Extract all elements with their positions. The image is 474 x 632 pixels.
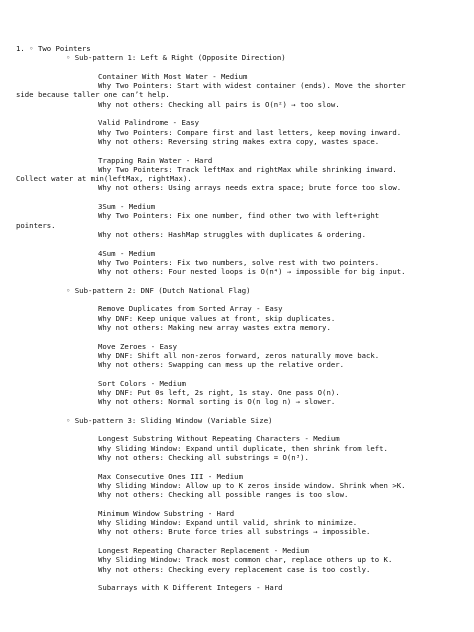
spacer [16,500,458,509]
problem-entry [16,72,458,109]
problem-entry [16,202,458,239]
explanation-line: Why Two Pointers: Compare first and last letters, keep moving inward. [98,127,402,137]
explanation-line: Why DNF: Shift all non-zeros forward, zeros naturally move back. [98,350,380,360]
explanation-line: Why not others: Checking every replacement case is too costly. [98,564,371,574]
explanation-line: Why DNF: Put 0s left, 2s right, 1s stay. One pass O(n). [98,387,340,397]
subpattern-title: ◦ Sub-pattern 1: Left & Right (Opposite Direction) [66,53,286,63]
explanation-line: Why not others: HashMap struggles with duplicates & ordering. [98,229,366,239]
explanation-line: Why not others: Brute force tries all substrings → impossible. [98,527,371,537]
subpattern-block [16,53,458,276]
problem-title: Minimum Window Substring - Hard [98,508,235,518]
problem-title: Longest Repeating Character Replacement - Medium [98,546,309,556]
problem-title: Trapping Rain Water - Hard [98,155,213,165]
spacer [16,425,458,434]
problem-title: Remove Duplicates from Sorted Array - Easy [98,304,283,314]
problem-entry [16,249,458,277]
explanation-line: Why Two Pointers: Fix two numbers, solve rest with two pointers. [98,257,380,267]
problem-title: Subarrays with K Different Integers - Hard [98,583,283,593]
spacer [16,193,458,202]
problem-title: Valid Palindrome - Easy [98,118,200,128]
wrapped-line: Collect water at min(leftMax, rightMax). [16,174,192,184]
explanation-line: Why Sliding Window: Allow up to K zeros inside window. Shrink when >K. [98,480,406,490]
document-body [16,44,458,593]
explanation-line: Why Sliding Window: Expand until valid, shrink to minimize. [98,518,358,528]
problem-entry [16,379,458,407]
explanation-line: Why Two Pointers: Start with widest container (ends). Move the shorter [98,81,406,91]
subpattern-block [16,416,458,593]
explanation-line: Why Two Pointers: Track leftMax and rightMax while shrinking inward. [98,164,397,174]
spacer [16,239,458,248]
explanation-line: Why not others: Reversing string makes extra copy, wastes space. [98,136,380,146]
explanation-line: Why Two Pointers: Fix one number, find other two with left+right [98,211,380,221]
spacer [16,109,458,118]
problem-entry [16,156,458,193]
problem-title: Sort Colors - Medium [98,378,186,388]
explanation-line: Why not others: Using arrays needs extra space; brute force too slow. [98,183,402,193]
spacer [16,63,458,72]
explanation-line: Why not others: Checking all possible ranges is too slow. [98,490,349,500]
subpattern-list [16,53,458,592]
explanation-line: Why not others: Checking all pairs is O(n²) → too slow. [98,99,340,109]
explanation-line: Why not others: Swapping can mess up the relative order. [98,360,345,370]
problem-title: Move Zeroes - Easy [98,341,178,351]
problem-entry [16,583,458,592]
problem-title: Longest Substring Without Repeating Characters - Medium [98,434,340,444]
explanation-line: Why Sliding Window: Track most common char, replace others up to K. [98,555,393,565]
problem-entry [16,509,458,537]
spacer [16,574,458,583]
explanation-line: Why not others: Making new array wastes extra memory. [98,322,331,332]
problem-entry [16,342,458,370]
explanation-line: Why not others: Checking all substrings = O(n³). [98,453,309,463]
wrapped-line: pointers. [16,220,56,230]
spacer [16,332,458,341]
section-heading: 1. ◦ Two Pointers [16,44,91,53]
wrapped-line: side because taller one can’t help. [16,90,170,100]
explanation-line: Why not others: Four nested loops is O(n⁴) → impossible for big input. [98,267,406,277]
problem-title: Max Consecutive Ones III - Medium [98,471,243,481]
spacer [16,462,458,471]
subpattern-block [16,286,458,407]
spacer [16,369,458,378]
subpattern-title: ◦ Sub-pattern 3: Sliding Window (Variable Size) [66,415,273,425]
spacer [16,146,458,155]
problem-entry [16,118,458,146]
subpattern-title: ◦ Sub-pattern 2: DNF (Dutch National Flag) [66,285,251,295]
problem-entry [16,472,458,500]
problem-entry [16,546,458,574]
problem-entry [16,434,458,462]
explanation-line: Why Sliding Window: Expand until duplicate, then shrink from left. [98,443,388,453]
spacer [16,537,458,546]
problem-title: Container With Most Water - Medium [98,71,248,81]
problem-title: 3Sum - Medium [98,202,156,212]
spacer [16,295,458,304]
explanation-line: Why DNF: Keep unique values at front, skip duplicates. [98,313,336,323]
problem-entry [16,304,458,332]
problem-title: 4Sum - Medium [98,248,156,258]
explanation-line: Why not others: Normal sorting is O(n log n) → slower. [98,397,336,407]
